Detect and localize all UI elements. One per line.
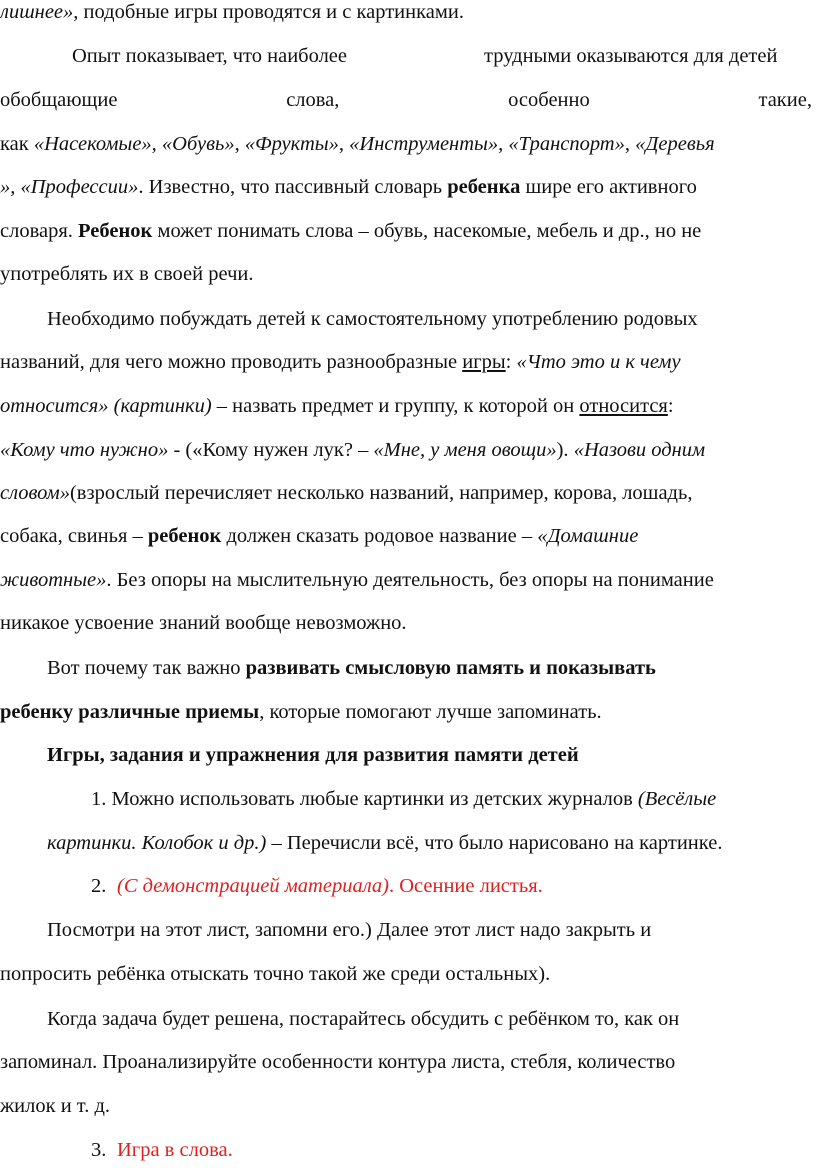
paragraph-line xyxy=(0,305,812,333)
bold-text: ребенок xyxy=(147,525,222,547)
italic-text: «Транспорт» xyxy=(508,133,625,155)
paragraph-line xyxy=(0,698,812,726)
red-text xyxy=(117,872,543,900)
paragraph-line xyxy=(47,1005,812,1033)
list-number: 3. xyxy=(91,1139,107,1161)
underlined-text: игры xyxy=(462,351,506,373)
text: : xyxy=(505,351,517,373)
paragraph-line xyxy=(0,173,812,201)
italic-text: », xyxy=(0,176,21,198)
paragraph-line xyxy=(0,392,812,420)
text: словаря. xyxy=(0,220,79,242)
italic-text: относится» (картинки) xyxy=(0,395,212,417)
text: запоминал. Проанализируйте особенности контура листа, стебля, количество xyxy=(0,1051,676,1073)
italic-text: «Назови одним xyxy=(573,439,706,461)
paragraph-line xyxy=(0,1048,812,1076)
text: (взрослый перечисляет несколько названий, например, корова, лошадь, xyxy=(69,482,693,504)
underlined-text: относится xyxy=(579,395,668,417)
italic-text: «Обувь» xyxy=(161,133,235,155)
italic-text: «Мне, у меня овощи» xyxy=(373,439,557,461)
paragraph-line xyxy=(0,522,812,550)
text: Необходимо побуждать детей к самостоятельному употреблению родовых xyxy=(47,308,698,330)
list-item-continuation xyxy=(0,829,812,857)
word: слова, xyxy=(286,89,340,111)
paragraph-line xyxy=(0,0,812,26)
section-heading: Игры, задания и упражнения для развития памяти детей xyxy=(47,744,579,766)
text: жилок и т. д. xyxy=(0,1095,111,1117)
text: - («Кому нужен лук? – xyxy=(168,439,374,461)
text: , xyxy=(338,133,350,155)
paragraph-line xyxy=(0,609,812,637)
italic-text: картинки. Колобок и др.) xyxy=(47,832,267,854)
italic-text: (С демонстрацией материала) xyxy=(117,875,389,897)
paragraph-line xyxy=(0,217,812,245)
word: особенно xyxy=(508,89,590,111)
text: . Осенние листья. xyxy=(388,875,543,897)
list-item xyxy=(0,785,812,813)
text: . Известно, что пассивный словарь xyxy=(138,176,448,198)
italic-text: (Весёлые xyxy=(637,788,717,810)
text: трудными оказываются для детей xyxy=(484,45,778,67)
word: такие, xyxy=(758,89,812,111)
italic-text: «Деревья xyxy=(635,133,715,155)
text: – назвать предмет и группу, к которой он xyxy=(211,395,580,417)
paragraph-line xyxy=(0,1092,812,1120)
text: , xyxy=(234,133,245,155)
paragraph-line xyxy=(0,348,812,376)
text: названий, для чего можно проводить разнообразные xyxy=(0,351,463,373)
italic-text: «Фрукты» xyxy=(244,133,339,155)
text: Опыт показывает, что наиболее xyxy=(72,45,347,67)
text: как xyxy=(0,133,34,155)
paragraph-line xyxy=(0,130,812,158)
italic-text: лишнее» xyxy=(0,1,74,23)
paragraph-line xyxy=(0,960,812,988)
text: Когда задача будет решена, постарайтесь обсудить с ребёнком то, как он xyxy=(47,1008,680,1030)
bold-text: развивать смысловую память и показывать xyxy=(245,657,656,679)
text: может понимать слова – обувь, насекомые, мебель и др., но не xyxy=(152,220,702,242)
list-item xyxy=(0,872,812,900)
paragraph-line xyxy=(0,42,812,70)
text: Вот почему так важно xyxy=(47,657,246,679)
italic-text: «Кому что нужно» xyxy=(0,439,169,461)
italic-text: «Что это и к чему xyxy=(516,351,681,373)
text: : xyxy=(667,395,674,417)
text: употреблять их в своей речи. xyxy=(0,263,254,285)
italic-text: «Инструменты» xyxy=(349,133,499,155)
paragraph-line xyxy=(47,916,812,944)
paragraph-line xyxy=(0,86,812,114)
text: попросить ребёнка отыскать точно такой же среди остальных). xyxy=(0,963,551,985)
text: . Без опоры на мыслительную деятельность, без опоры на понимание xyxy=(106,569,714,591)
text: ). xyxy=(556,439,574,461)
text: никакое усвоение знаний вообще невозможно. xyxy=(0,612,407,634)
text: , xyxy=(498,133,509,155)
text: 1. Можно использовать любые картинки из детских журналов xyxy=(91,788,638,810)
list-item xyxy=(0,1136,812,1164)
italic-text: словом» xyxy=(0,482,70,504)
word: обобщающие xyxy=(0,89,118,111)
italic-text: «Домашние xyxy=(537,525,639,547)
text: собака, свинья – xyxy=(0,525,148,547)
italic-text: «Насекомые» xyxy=(33,133,152,155)
italic-text: «Профессии» xyxy=(20,176,139,198)
bold-text: ребенка xyxy=(447,176,521,198)
text: – Перечисли всё, что было нарисовано на картинке. xyxy=(266,832,723,854)
paragraph-line xyxy=(0,566,812,594)
paragraph-line xyxy=(0,260,812,288)
bold-text: ребенку различные приемы xyxy=(0,701,260,723)
text: должен сказать родовое название – xyxy=(221,525,538,547)
bold-text: Ребенок xyxy=(78,220,153,242)
list-number: 2. xyxy=(91,875,107,897)
text: шире его активного xyxy=(520,176,697,198)
paragraph-line xyxy=(0,479,812,507)
text: , которые помогают лучше запоминать. xyxy=(259,701,602,723)
red-text: Игра в слова. xyxy=(117,1139,233,1161)
text: , xyxy=(624,133,636,155)
paragraph-line xyxy=(0,654,812,682)
paragraph-line xyxy=(0,436,812,464)
text: , подобные игры проводятся и с картинками. xyxy=(73,1,464,23)
text: , xyxy=(151,133,162,155)
italic-text: животные» xyxy=(0,569,107,591)
text: Посмотри на этот лист, запомни его.) Далее этот лист надо закрыть и xyxy=(47,919,652,941)
